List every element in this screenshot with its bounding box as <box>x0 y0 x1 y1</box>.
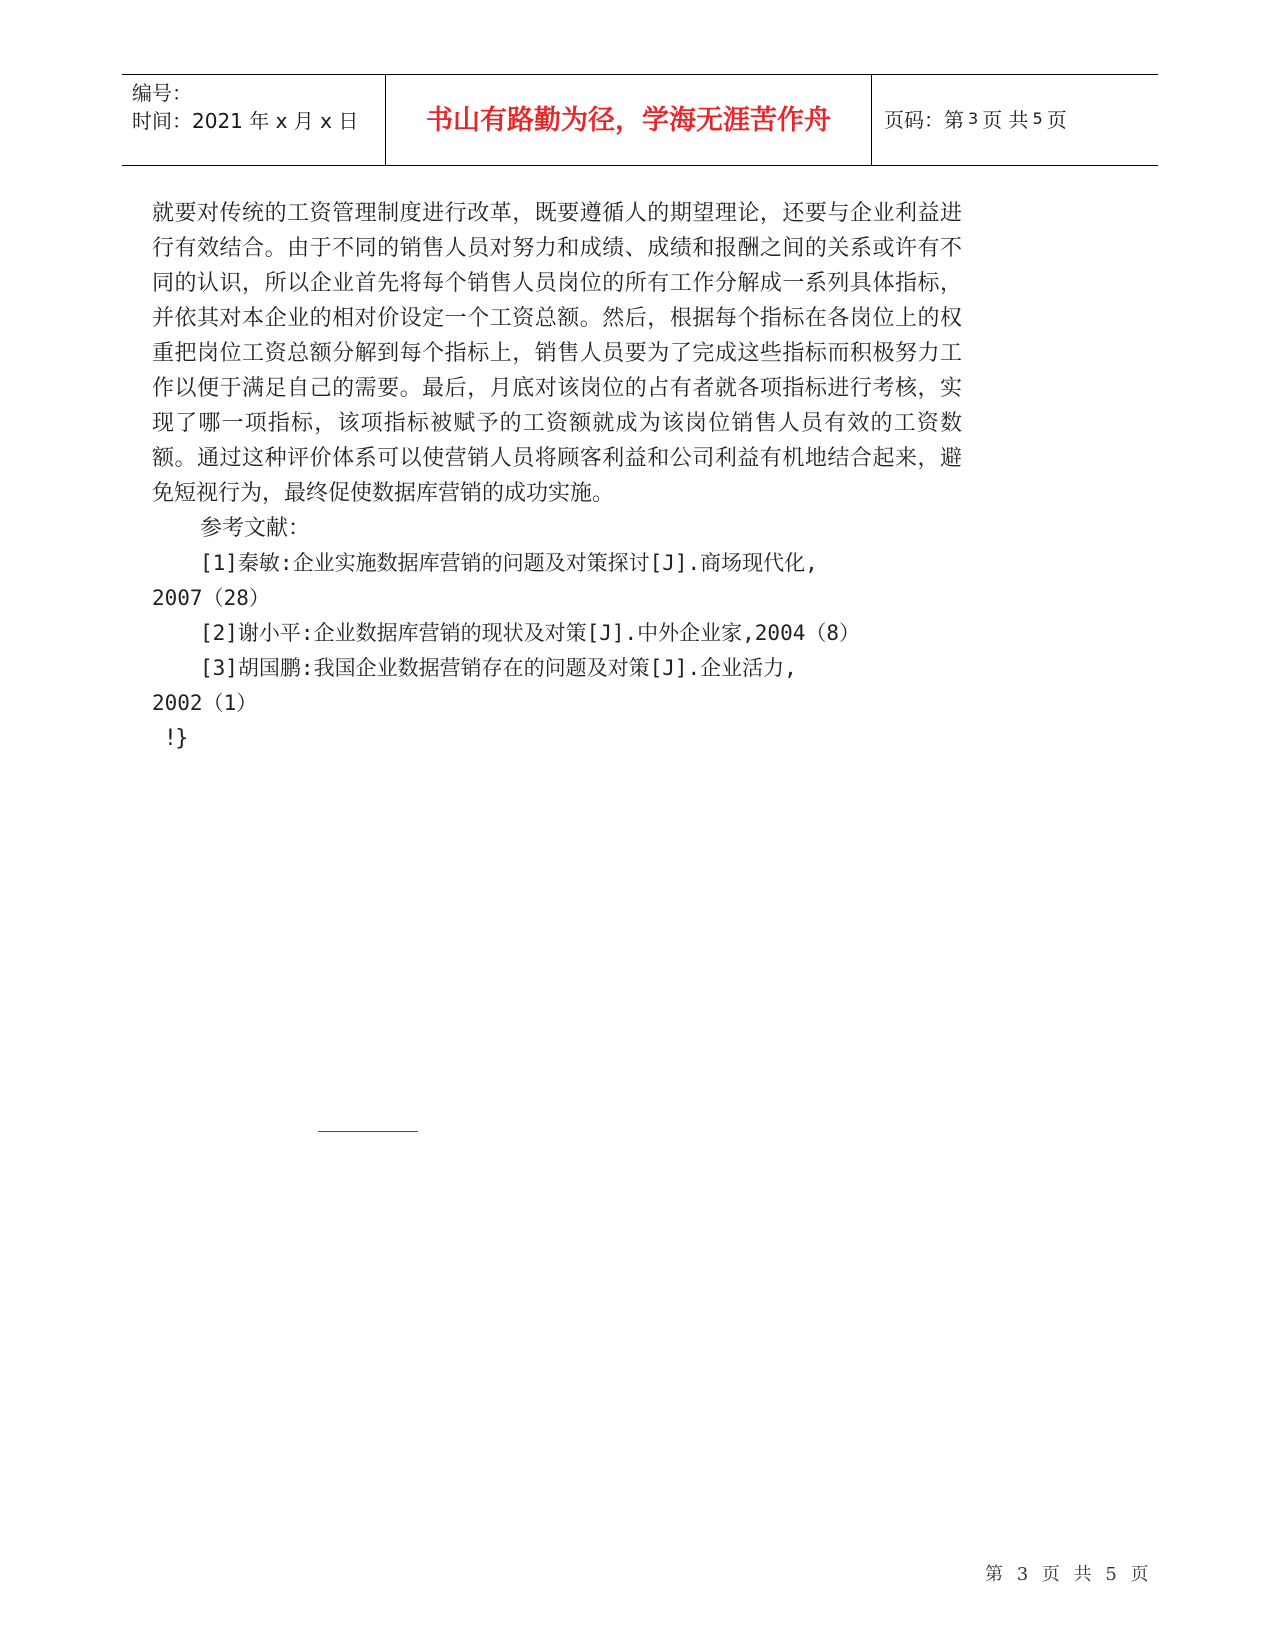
header-meta <box>122 75 386 165</box>
reference-item-1 <box>152 546 962 616</box>
reference-1-line2: 2007（28） <box>152 586 270 610</box>
page-mid: 页 共 <box>982 107 1029 132</box>
body-paragraph: 就要对传统的工资管理制度进行改革，既要遵循人的期望理论，还要与企业利益进行有效结合。由于不同的销售人员对努力和成绩、成绩和报酬之间的关系或许有不同的认识，所以企业首先将每个销售人员岗位的所有工作分解成一系列具体指标，并依其对本企业的相对价设定一个工资总额。然后，根据每个指标在各岗位上的权重把岗位工资总额分解到每个指标上，销售人员要为了完成这些指标而积极努力工作以便于满足自己的需要。最后，月底对该岗位的占有者就各项指标进行考核，实现了哪一项指标，该项指标被赋予的工资额就成为该岗位销售人员有效的工资数额。通过这种评价体系可以使营销人员将顾客利益和公司利益有机地结合起来，避免短视行为，最终促使数据库营销的成功实施。 <box>152 201 962 506</box>
page-footer: 第 3 页 共 5 页 <box>985 1564 1153 1585</box>
references-title: 参考文献： <box>200 516 311 541</box>
reference-2-line1: [2]谢小平:企业数据库营销的现状及对策[J].中外企业家,2004（8） <box>200 621 861 645</box>
reference-item-3 <box>152 651 962 721</box>
header-page-info <box>872 75 1158 165</box>
tail-marks: !} <box>166 726 189 751</box>
hyperlink-underline[interactable] <box>318 1131 418 1132</box>
document-header <box>122 74 1158 166</box>
reference-1-line1: [1]秦敏:企业实施数据库营销的问题及对策探讨[J].商场现代化, <box>200 551 818 575</box>
document-time-label: 时间：2021 年 x 月 x 日 <box>132 109 359 133</box>
reference-item-2 <box>152 616 962 651</box>
document-number-label: 编号： <box>132 81 192 105</box>
reference-3-line1: [3]胡国鹏:我国企业数据营销存在的问题及对策[J].企业活力, <box>200 656 797 680</box>
page-current: 3 <box>968 108 979 128</box>
page-suffix: 页 <box>1046 107 1067 132</box>
reference-3-line2: 2002（1） <box>152 691 258 715</box>
header-motto: 书山有路勤为径，学海无涯苦作舟 <box>386 75 872 165</box>
page-prefix: 页码：第 <box>884 107 964 132</box>
document-body <box>152 196 962 756</box>
page-total: 5 <box>1032 108 1043 128</box>
